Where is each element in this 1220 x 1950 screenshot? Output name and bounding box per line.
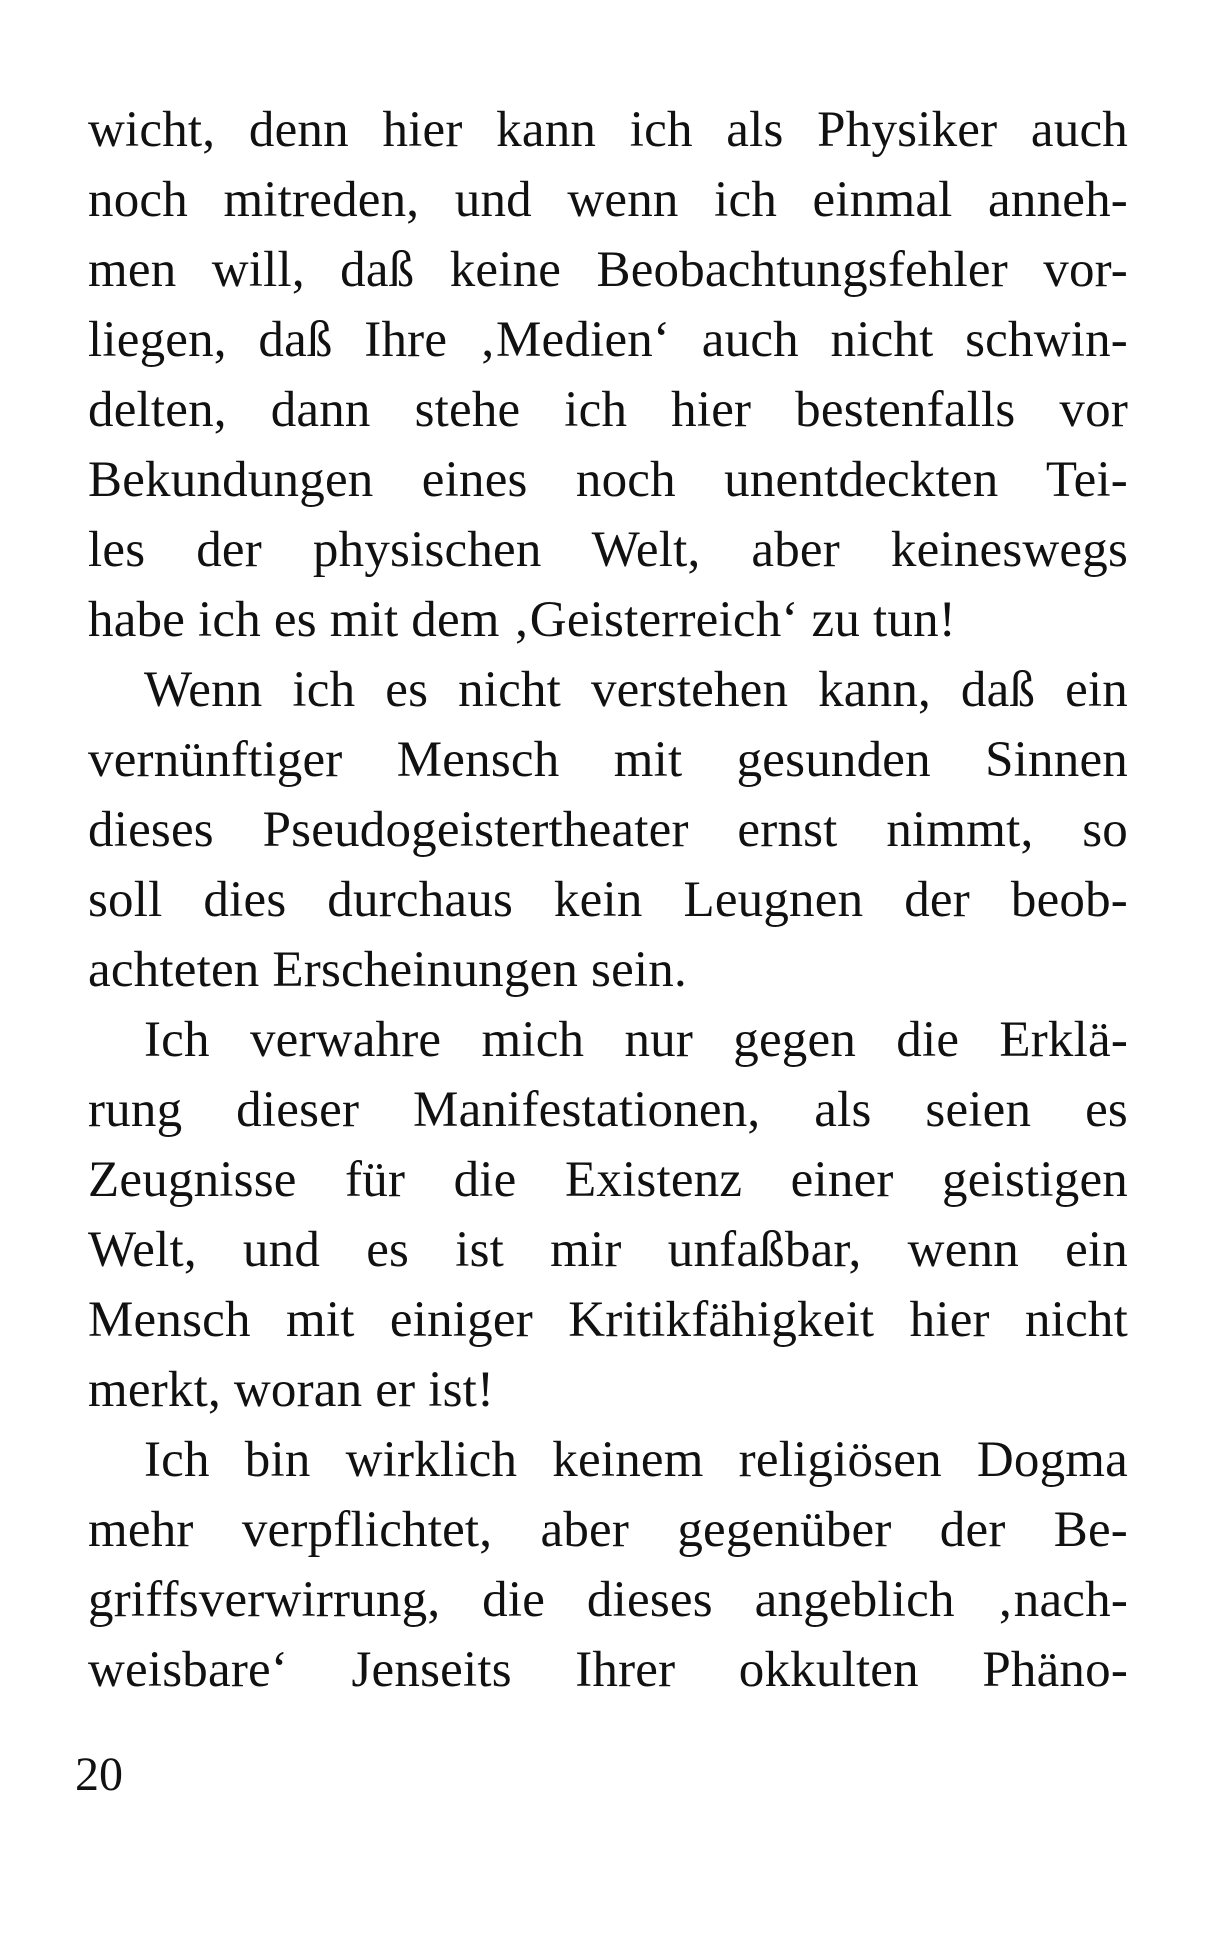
text-line: Ich verwahre mich nur gegen die Erklä- [144,1012,1128,1068]
text-line: achteten Erscheinungen sein. [88,942,687,998]
text-line: dieses Pseudogeistertheater ernst nimmt, so [88,802,1128,858]
text-line: men will, daß keine Beobachtungsfehler vor- [88,242,1128,298]
text-line: Wenn ich es nicht verstehen kann, daß ein [144,662,1128,718]
paragraph-3 [88,1005,1128,1425]
text-line: liegen, daß Ihre ‚Medien‘ auch nicht schwin- [88,312,1128,368]
text-line: Mensch mit einiger Kritikfähigkeit hier nicht [88,1292,1128,1348]
page-number: 20 [75,1748,123,1801]
text-line: vernünftiger Mensch mit gesunden Sinnen [88,732,1128,788]
text-line: les der physischen Welt, aber keineswegs [88,522,1128,578]
text-line: delten, dann stehe ich hier bestenfalls vor [88,382,1128,438]
text-line: Welt, und es ist mir unfaßbar, wenn ein [88,1222,1128,1278]
text-line: griffsverwirrung, die dieses angeblich ‚nach- [88,1572,1128,1628]
text-line: soll dies durchaus kein Leugnen der beob- [88,872,1128,928]
text-line: weisbare‘ Jenseits Ihrer okkulten Phäno- [88,1642,1128,1698]
text-line: merkt, woran er ist! [88,1362,495,1418]
text-line: wicht, denn hier kann ich als Physiker auch [88,102,1128,158]
paragraph-4 [88,1425,1128,1705]
text-line: habe ich es mit dem ‚Geisterreich‘ zu tun! [88,592,956,648]
paragraph-2 [88,655,1128,1005]
paragraph-1 [88,95,1128,655]
text-line: noch mitreden, und wenn ich einmal anneh- [88,172,1128,228]
body-text [88,95,1128,1705]
text-line: Bekundungen eines noch unentdeckten Tei- [88,452,1128,508]
text-line: Ich bin wirklich keinem religiösen Dogma [144,1432,1128,1488]
text-line: Zeugnisse für die Existenz einer geistigen [88,1152,1128,1208]
text-line: mehr verpflichtet, aber gegenüber der Be- [88,1502,1128,1558]
text-line: rung dieser Manifestationen, als seien es [88,1082,1128,1138]
